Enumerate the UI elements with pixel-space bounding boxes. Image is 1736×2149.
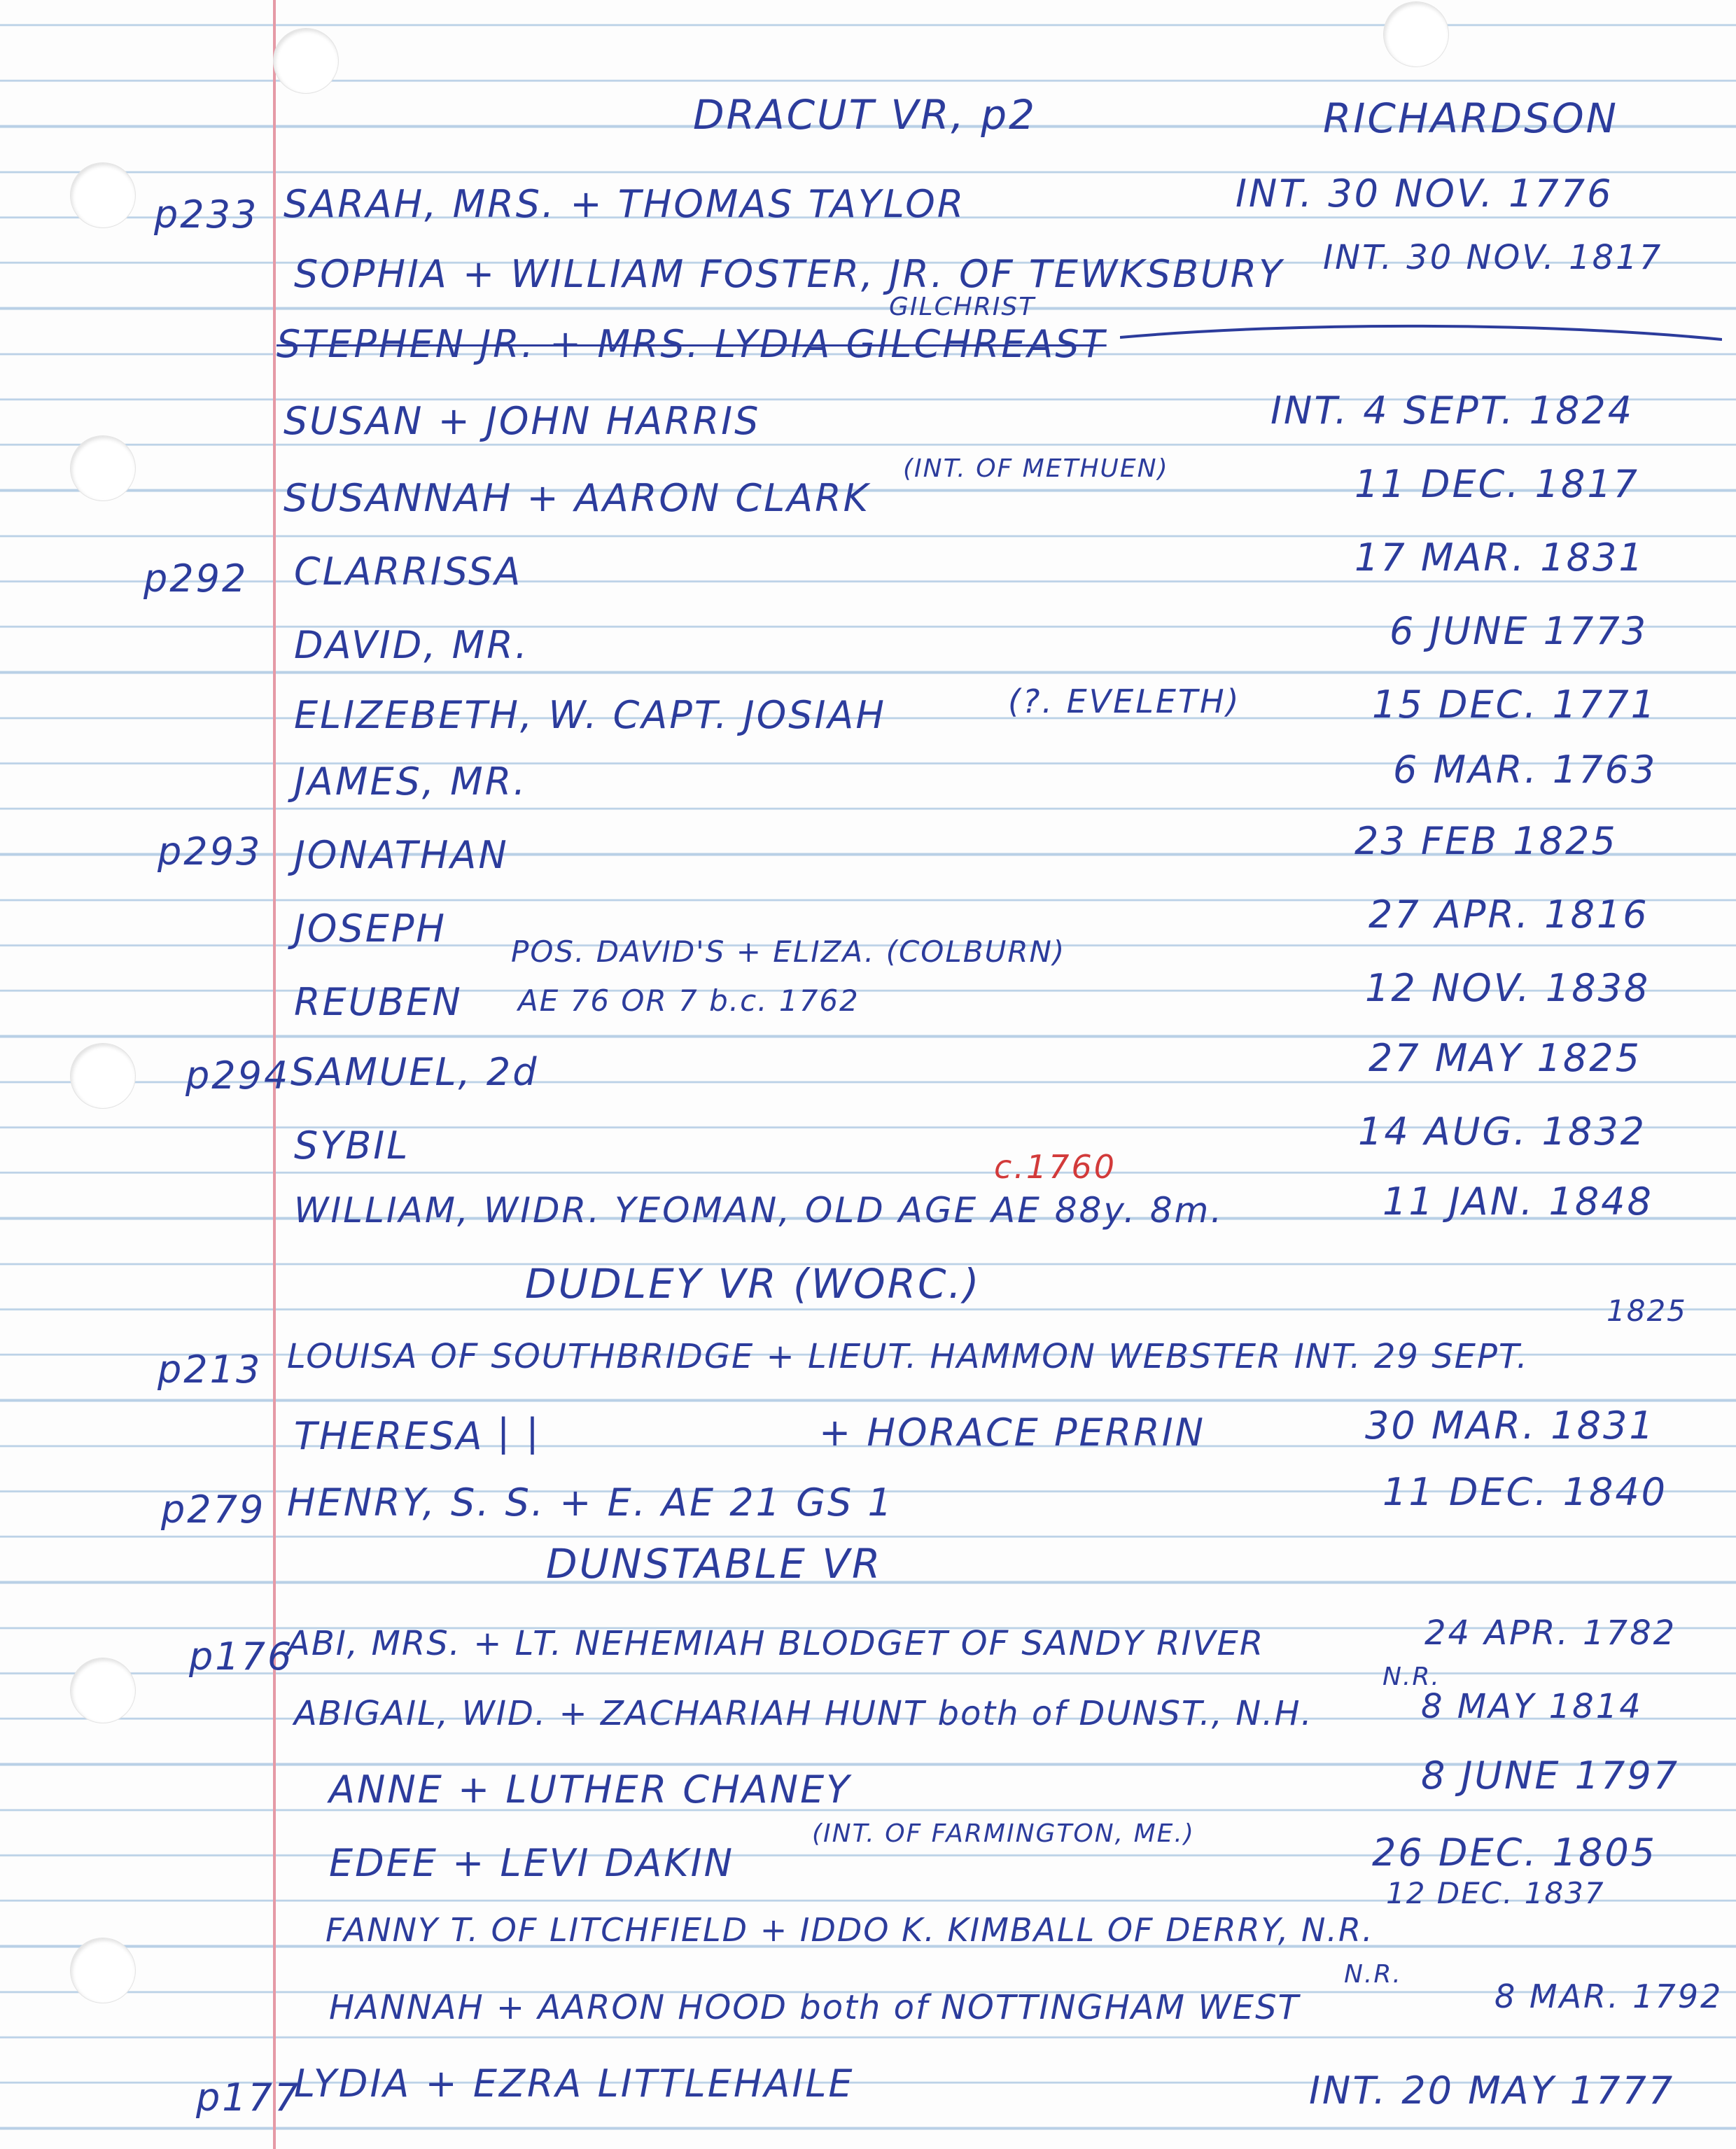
red-annotation: c.1760 xyxy=(994,1148,1116,1186)
ditto-marks: | | xyxy=(497,1410,541,1455)
entry-name: JONATHAN xyxy=(294,833,509,877)
entry-date: INT. 20 MAY 1777 xyxy=(1309,2068,1675,2113)
entry-name: LYDIA + EZRA LITTLEHAILE xyxy=(294,2062,855,2106)
entry-date: 6 JUNE 1773 xyxy=(1390,609,1648,653)
punch-hole xyxy=(70,435,136,501)
entry-date: 14 AUG. 1832 xyxy=(1358,1110,1646,1154)
entry-name: CLARRISSA xyxy=(294,550,523,594)
entry-date: 8 MAR. 1792 xyxy=(1494,1977,1723,2015)
entry-name: ABIGAIL, WID. + ZACHARIAH HUNT both of DUNST., N.H. xyxy=(294,1694,1313,1733)
entry-note: AE 76 OR 7 b.c. 1762 xyxy=(518,983,860,1018)
page-ref: p213 xyxy=(158,1348,262,1392)
strike-line xyxy=(1120,308,1722,357)
entry-note: 1825 xyxy=(1606,1294,1687,1328)
entry-name: ABI, MRS. + LT. NEHEMIAH BLODGET OF SANDY RIVER xyxy=(287,1624,1265,1663)
entry-name: REUBEN xyxy=(294,980,463,1024)
entry-date: 15 DEC. 1771 xyxy=(1372,682,1658,727)
entry-date: 8 MAY 1814 xyxy=(1421,1687,1643,1726)
correction-note: GILCHRIST xyxy=(889,293,1036,321)
entry-date: 30 MAR. 1831 xyxy=(1365,1404,1656,1448)
entry-date: INT. 30 NOV. 1817 xyxy=(1323,238,1663,277)
heading-dudley: DUDLEY VR (WORC.) xyxy=(525,1260,981,1308)
punch-hole xyxy=(70,1658,136,1723)
entry-note: (?. EVELETH) xyxy=(1008,682,1241,720)
entry-name: SUSAN + JOHN HARRIS xyxy=(284,399,761,443)
entry-name: JOSEPH xyxy=(294,906,447,951)
entry-name: SAMUEL, 2d xyxy=(290,1050,539,1094)
punch-hole xyxy=(70,1043,136,1109)
entry-date: 11 JAN. 1848 xyxy=(1382,1180,1653,1224)
entry-name: + HORACE PERRIN xyxy=(819,1410,1206,1455)
page-ref: p279 xyxy=(161,1488,266,1532)
entry-name: DAVID, MR. xyxy=(294,623,529,667)
entry-note: (INT. OF FARMINGTON, ME.) xyxy=(812,1819,1195,1848)
entry-note: N.R. xyxy=(1382,1662,1441,1691)
entry-date: 23 FEB 1825 xyxy=(1354,819,1618,863)
entry-name: SYBIL xyxy=(294,1124,410,1168)
entry-name: SARAH, MRS. + THOMAS TAYLOR xyxy=(284,182,966,226)
entry-name: HENRY, S. S. + E. AE 21 GS 1 xyxy=(287,1480,894,1525)
entry-date: 27 MAY 1825 xyxy=(1368,1036,1642,1080)
entry-date: 8 JUNE 1797 xyxy=(1421,1754,1680,1798)
entry-name: SUSANNAH + AARON CLARK xyxy=(284,476,871,520)
page-ref: p292 xyxy=(144,556,248,601)
entry-name: SOPHIA + WILLIAM FOSTER, JR. OF TEWKSBURY xyxy=(294,252,1284,296)
entry-date: 12 NOV. 1838 xyxy=(1365,966,1651,1010)
entry-date: INT. 4 SEPT. 1824 xyxy=(1270,388,1634,433)
heading-surname: RICHARDSON xyxy=(1323,94,1619,142)
entry-note: N.R. xyxy=(1344,1960,1402,1989)
page-ref: p177 xyxy=(196,2076,301,2120)
entry-name: HANNAH + AARON HOOD both of NOTTINGHAM WEST xyxy=(329,1988,1300,2027)
entry-note: (INT. OF METHUEN) xyxy=(903,454,1169,483)
page-ref: p176 xyxy=(189,1634,294,1679)
entry-date: 12 DEC. 1837 xyxy=(1386,1876,1605,1910)
punch-hole xyxy=(70,162,136,228)
page-ref: p233 xyxy=(154,192,259,237)
entry-date: 26 DEC. 1805 xyxy=(1372,1830,1658,1875)
struck-entry: STEPHEN JR. + MRS. LYDIA GILCHREAST xyxy=(276,322,1107,366)
entry-name: FANNY T. OF LITCHFIELD + IDDO K. KIMBALL OF DERRY, N.R. xyxy=(326,1911,1374,1949)
punch-hole xyxy=(70,1938,136,2003)
entry-date: 24 APR. 1782 xyxy=(1424,1614,1677,1653)
heading-dunstable: DUNSTABLE VR xyxy=(546,1540,883,1588)
entry-note: POS. DAVID'S + ELIZA. (COLBURN) xyxy=(511,934,1066,969)
entry-date: 11 DEC. 1817 xyxy=(1354,462,1640,506)
entry-name: JAMES, MR. xyxy=(294,760,528,804)
entry-name: EDEE + LEVI DAKIN xyxy=(329,1841,735,1885)
entry-name: ANNE + LUTHER CHANEY xyxy=(329,1768,852,1812)
page-ref: p294 xyxy=(186,1054,290,1098)
entry-name: LOUISA OF SOUTHBRIDGE + LIEUT. HAMMON WEBSTER INT. 29 SEPT. xyxy=(287,1337,1529,1376)
heading-dracut: DRACUT VR, p2 xyxy=(693,91,1037,139)
entry-date: 6 MAR. 1763 xyxy=(1393,748,1658,792)
punch-hole xyxy=(1383,1,1449,67)
entry-name: WILLIAM, WIDR. YEOMAN, OLD AGE AE 88y. 8m. xyxy=(294,1190,1224,1231)
entry-date: 17 MAR. 1831 xyxy=(1354,536,1645,580)
entry-name: THERESA xyxy=(294,1414,484,1458)
entry-date: 11 DEC. 1840 xyxy=(1382,1470,1668,1514)
entry-date: 27 APR. 1816 xyxy=(1368,892,1649,937)
entry-name: ELIZEBETH, W. CAPT. JOSIAH xyxy=(294,693,886,737)
page-ref: p293 xyxy=(158,830,262,874)
entry-date: INT. 30 NOV. 1776 xyxy=(1236,172,1614,216)
punch-hole xyxy=(273,28,339,94)
